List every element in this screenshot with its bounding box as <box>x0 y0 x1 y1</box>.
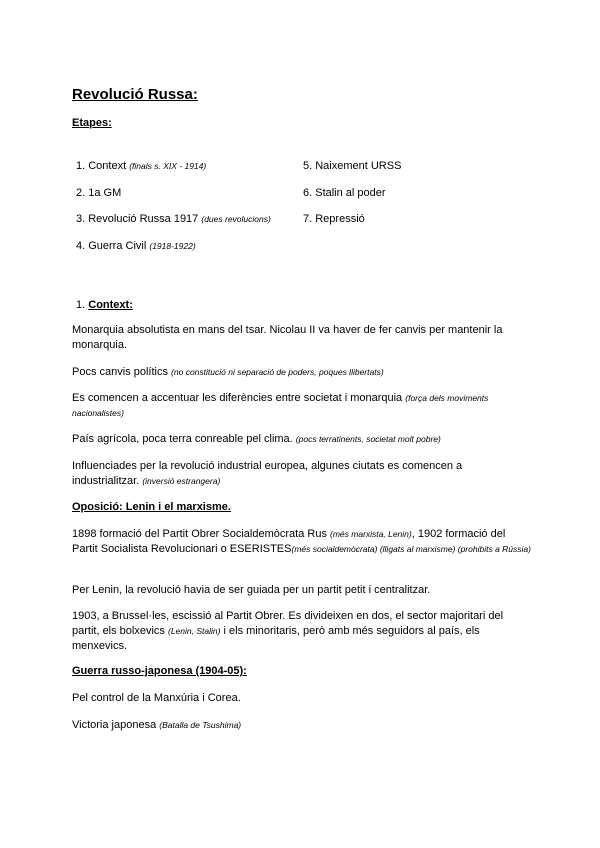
context-paragraph: País agrícola, poca terra conreable pel clima. (pocs terratinents, societat molt pobre) <box>72 433 441 445</box>
context-number: 1. <box>76 299 86 311</box>
stage-item: 5. Naixement URSS <box>303 160 402 172</box>
oposicio-paragraph: 1903, a Brussel·les, escissió al Partit Obrer. Es divideixen en dos, el sector majoritari del partit, els bolxevics (Lenin, Stalin) i els minoritaris, però amb més seguidors al país, els menxevics. <box>72 610 504 652</box>
oposicio-heading: Oposició: Lenin i el marxisme. <box>72 501 231 513</box>
oposicio-paragraph: Per Lenin, la revolució havia de ser guiada per un partit petit i centralitzar. <box>72 584 431 596</box>
guerra-heading-row <box>72 665 532 677</box>
stage-item: 1. Context (finals s. XIX - 1914) <box>76 160 207 172</box>
context-paragraph: Pocs canvis polítics (no constitució ni separació de poders, poques llibertats) <box>72 366 384 378</box>
guerra-paragraph: Victoria japonesa (Batalla de Tsushima) <box>72 719 242 731</box>
context-paragraph: Influenciades per la revolució industrial europea, algunes ciutats es comencen a industrialitzar. (inversió estrangera) <box>72 460 463 487</box>
oposicio-paragraph: 1898 formació del Partit Obrer Socialdemòcrata Rus (més marxista, Lenin), 1902 formació del Partit Socialista Revolucionari o ESERISTES(més socialdemòcrata) (lligats al marxisme) (prohibits a Rússia) <box>72 528 531 555</box>
page-title: Revolució Russa: <box>72 86 198 103</box>
context-paragraph: Es comencen a accentuar les diferències entre societat i monarquia (força dels moviments nacionalistes) <box>72 392 489 418</box>
context-heading-row <box>72 298 532 313</box>
guerra-paragraph: Pel control de la Manxúria i Corea. <box>72 692 241 704</box>
stage-item: 2. 1a GM <box>76 187 122 199</box>
stage-item: 7. Repressió <box>303 213 365 225</box>
stage-item: 3. Revolució Russa 1917 (dues revolucions) <box>76 213 271 225</box>
oposicio-heading-row <box>72 501 532 513</box>
guerra-heading: Guerra russo-japonesa (1904-05): <box>72 665 247 677</box>
context-heading: Context: <box>88 299 133 311</box>
stage-item: 4. Guerra Civil (1918-1922) <box>76 240 196 252</box>
stage-item: 6. Stalin al poder <box>303 187 386 199</box>
context-paragraph: Monarquia absolutista en mans del tsar. Nicolau II va haver de fer canvis per mantenir la monarquia. <box>72 324 503 351</box>
etapes-heading: Etapes: <box>72 117 112 129</box>
